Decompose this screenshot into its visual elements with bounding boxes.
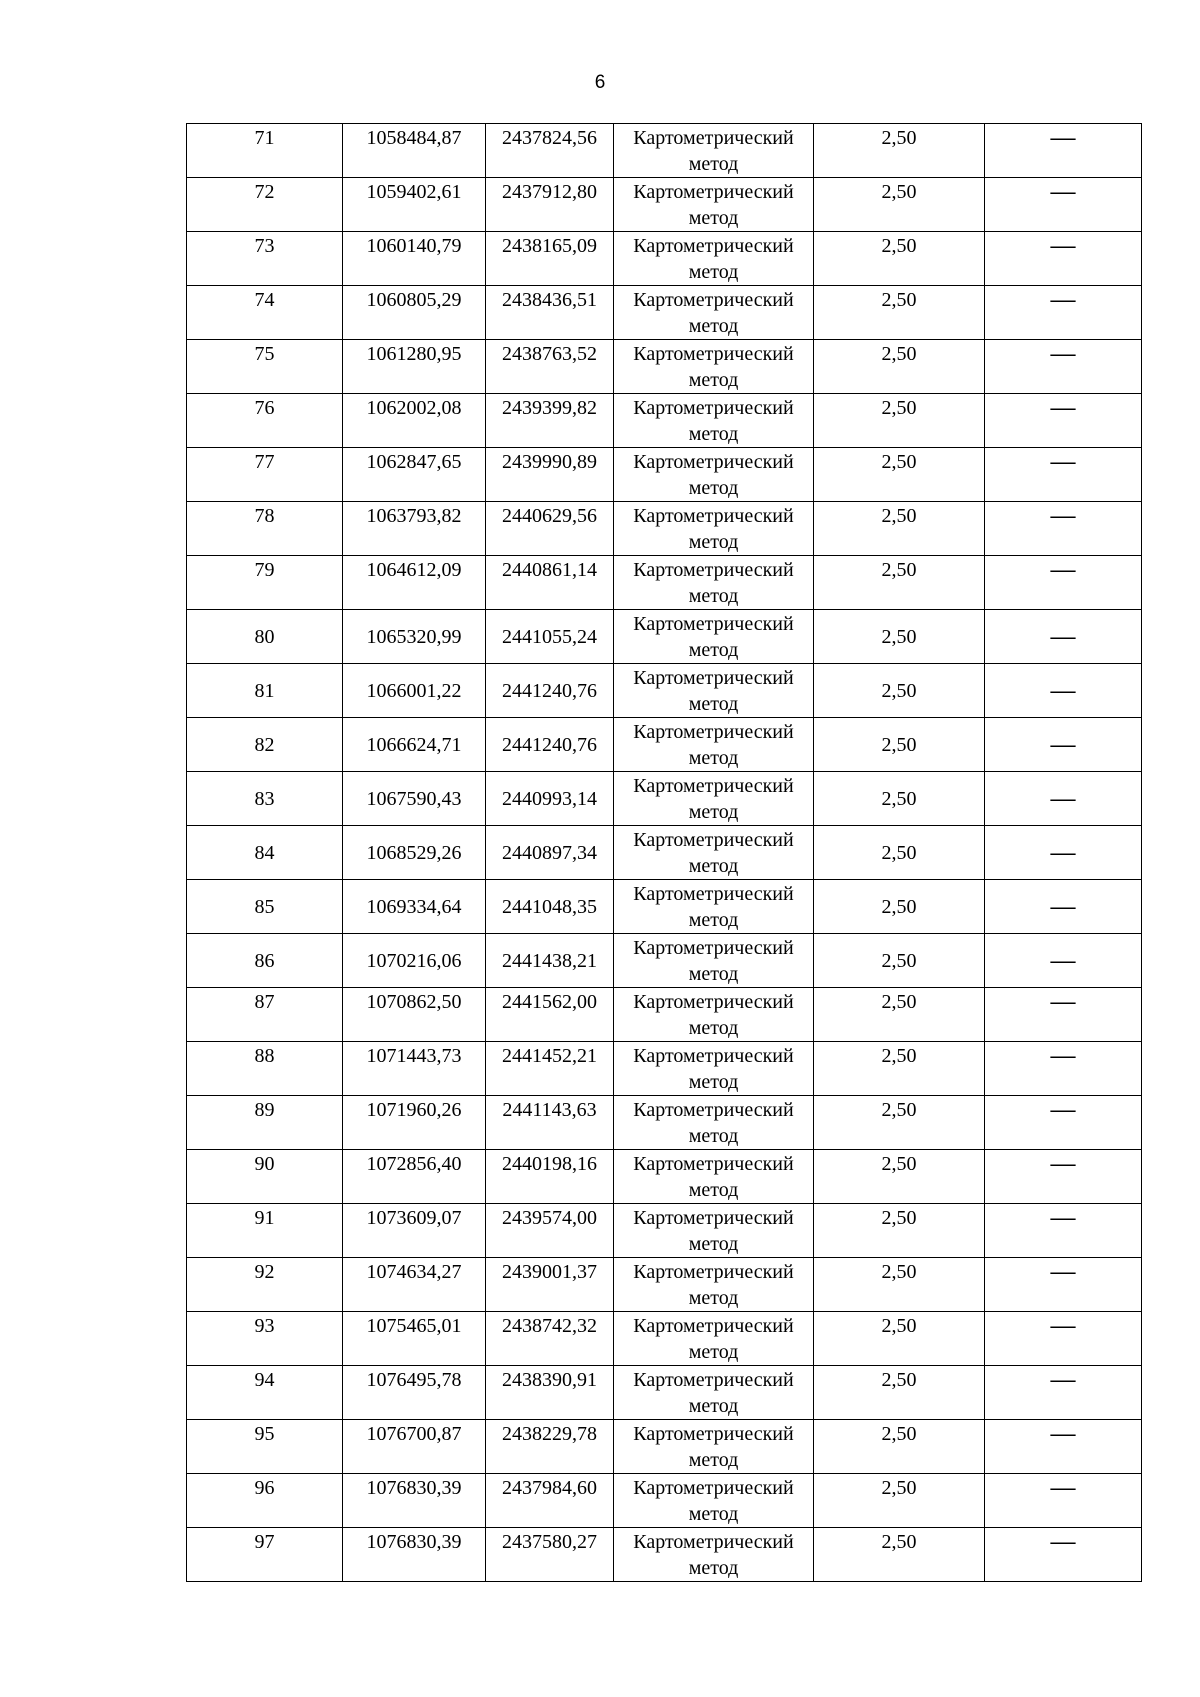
point-number-cell: 95 bbox=[187, 1420, 343, 1474]
method-cell: Картометрический метод bbox=[614, 718, 814, 772]
y-coordinate-cell: 2440198,16 bbox=[486, 1150, 614, 1204]
point-number-cell: 92 bbox=[187, 1258, 343, 1312]
point-number-cell: 83 bbox=[187, 772, 343, 826]
y-coordinate-cell: 2439399,82 bbox=[486, 394, 614, 448]
extra-cell bbox=[985, 1204, 1142, 1258]
accuracy-cell: 2,50 bbox=[814, 1096, 985, 1150]
point-number-cell: 91 bbox=[187, 1204, 343, 1258]
x-coordinate-cell: 1076495,78 bbox=[343, 1366, 486, 1420]
dash-mark: — bbox=[1049, 1044, 1077, 1068]
x-coordinate-cell: 1060140,79 bbox=[343, 232, 486, 286]
dash-mark: — bbox=[1049, 504, 1077, 528]
point-number-cell: 89 bbox=[187, 1096, 343, 1150]
point-number-cell: 90 bbox=[187, 1150, 343, 1204]
x-coordinate-cell: 1071960,26 bbox=[343, 1096, 486, 1150]
table-row bbox=[187, 1366, 1142, 1420]
dash-mark: — bbox=[1049, 948, 1077, 973]
accuracy-cell: 2,50 bbox=[814, 394, 985, 448]
table-row bbox=[187, 1528, 1142, 1582]
dash-mark: — bbox=[1049, 288, 1077, 312]
method-cell: Картометрический метод bbox=[614, 1204, 814, 1258]
x-coordinate-cell: 1073609,07 bbox=[343, 1204, 486, 1258]
point-number-cell: 81 bbox=[187, 664, 343, 718]
x-coordinate-cell: 1072856,40 bbox=[343, 1150, 486, 1204]
dash-mark: — bbox=[1049, 180, 1077, 204]
dash-mark: — bbox=[1049, 558, 1077, 582]
x-coordinate-cell: 1071443,73 bbox=[343, 1042, 486, 1096]
accuracy-cell: 2,50 bbox=[814, 718, 985, 772]
point-number-cell: 74 bbox=[187, 286, 343, 340]
dash-mark: — bbox=[1049, 1422, 1077, 1446]
extra-cell bbox=[985, 1474, 1142, 1528]
accuracy-cell: 2,50 bbox=[814, 988, 985, 1042]
point-number-cell: 76 bbox=[187, 394, 343, 448]
x-coordinate-cell: 1064612,09 bbox=[343, 556, 486, 610]
accuracy-cell: 2,50 bbox=[814, 232, 985, 286]
x-coordinate-cell: 1062002,08 bbox=[343, 394, 486, 448]
extra-cell bbox=[985, 772, 1142, 826]
accuracy-cell: 2,50 bbox=[814, 1312, 985, 1366]
table-row bbox=[187, 1420, 1142, 1474]
x-coordinate-cell: 1074634,27 bbox=[343, 1258, 486, 1312]
accuracy-cell: 2,50 bbox=[814, 934, 985, 988]
extra-cell bbox=[985, 232, 1142, 286]
y-coordinate-cell: 2438390,91 bbox=[486, 1366, 614, 1420]
x-coordinate-cell: 1066001,22 bbox=[343, 664, 486, 718]
table-row bbox=[187, 1096, 1142, 1150]
table-row bbox=[187, 232, 1142, 286]
x-coordinate-cell: 1059402,61 bbox=[343, 178, 486, 232]
table-row bbox=[187, 880, 1142, 934]
method-cell: Картометрический метод bbox=[614, 610, 814, 664]
extra-cell bbox=[985, 124, 1142, 178]
y-coordinate-cell: 2437580,27 bbox=[486, 1528, 614, 1582]
x-coordinate-cell: 1063793,82 bbox=[343, 502, 486, 556]
dash-mark: — bbox=[1049, 450, 1077, 474]
point-number-cell: 84 bbox=[187, 826, 343, 880]
accuracy-cell: 2,50 bbox=[814, 124, 985, 178]
method-cell: Картометрический метод bbox=[614, 1420, 814, 1474]
dash-mark: — bbox=[1049, 1152, 1077, 1176]
table-row bbox=[187, 394, 1142, 448]
method-cell: Картометрический метод bbox=[614, 1150, 814, 1204]
y-coordinate-cell: 2437824,56 bbox=[486, 124, 614, 178]
x-coordinate-cell: 1068529,26 bbox=[343, 826, 486, 880]
x-coordinate-cell: 1076830,39 bbox=[343, 1528, 486, 1582]
y-coordinate-cell: 2437912,80 bbox=[486, 178, 614, 232]
accuracy-cell: 2,50 bbox=[814, 610, 985, 664]
table-row bbox=[187, 1204, 1142, 1258]
method-cell: Картометрический метод bbox=[614, 1096, 814, 1150]
accuracy-cell: 2,50 bbox=[814, 772, 985, 826]
extra-cell bbox=[985, 880, 1142, 934]
dash-mark: — bbox=[1049, 678, 1077, 703]
x-coordinate-cell: 1075465,01 bbox=[343, 1312, 486, 1366]
dash-mark: — bbox=[1049, 990, 1077, 1014]
table-row bbox=[187, 1474, 1142, 1528]
table-row bbox=[187, 1150, 1142, 1204]
extra-cell bbox=[985, 448, 1142, 502]
method-cell: Картометрический метод bbox=[614, 772, 814, 826]
method-cell: Картометрический метод bbox=[614, 124, 814, 178]
table-row bbox=[187, 1258, 1142, 1312]
method-cell: Картометрический метод bbox=[614, 394, 814, 448]
extra-cell bbox=[985, 1096, 1142, 1150]
accuracy-cell: 2,50 bbox=[814, 1258, 985, 1312]
accuracy-cell: 2,50 bbox=[814, 1204, 985, 1258]
y-coordinate-cell: 2438165,09 bbox=[486, 232, 614, 286]
x-coordinate-cell: 1061280,95 bbox=[343, 340, 486, 394]
accuracy-cell: 2,50 bbox=[814, 340, 985, 394]
x-coordinate-cell: 1058484,87 bbox=[343, 124, 486, 178]
accuracy-cell: 2,50 bbox=[814, 880, 985, 934]
dash-mark: — bbox=[1049, 1206, 1077, 1230]
y-coordinate-cell: 2441562,00 bbox=[486, 988, 614, 1042]
method-cell: Картометрический метод bbox=[614, 286, 814, 340]
method-cell: Картометрический метод bbox=[614, 556, 814, 610]
dash-mark: — bbox=[1049, 126, 1077, 150]
method-cell: Картометрический метод bbox=[614, 664, 814, 718]
table-row bbox=[187, 718, 1142, 772]
accuracy-cell: 2,50 bbox=[814, 178, 985, 232]
accuracy-cell: 2,50 bbox=[814, 826, 985, 880]
accuracy-cell: 2,50 bbox=[814, 1366, 985, 1420]
dash-mark: — bbox=[1049, 1476, 1077, 1500]
dash-mark: — bbox=[1049, 342, 1077, 366]
table-row bbox=[187, 610, 1142, 664]
point-number-cell: 78 bbox=[187, 502, 343, 556]
y-coordinate-cell: 2441143,63 bbox=[486, 1096, 614, 1150]
point-number-cell: 93 bbox=[187, 1312, 343, 1366]
method-cell: Картометрический метод bbox=[614, 232, 814, 286]
point-number-cell: 86 bbox=[187, 934, 343, 988]
y-coordinate-cell: 2441240,76 bbox=[486, 718, 614, 772]
y-coordinate-cell: 2441240,76 bbox=[486, 664, 614, 718]
extra-cell bbox=[985, 1312, 1142, 1366]
method-cell: Картометрический метод bbox=[614, 502, 814, 556]
accuracy-cell: 2,50 bbox=[814, 286, 985, 340]
point-number-cell: 75 bbox=[187, 340, 343, 394]
y-coordinate-cell: 2441055,24 bbox=[486, 610, 614, 664]
method-cell: Картометрический метод bbox=[614, 988, 814, 1042]
extra-cell bbox=[985, 178, 1142, 232]
dash-mark: — bbox=[1049, 624, 1077, 649]
x-coordinate-cell: 1076830,39 bbox=[343, 1474, 486, 1528]
x-coordinate-cell: 1076700,87 bbox=[343, 1420, 486, 1474]
y-coordinate-cell: 2438742,32 bbox=[486, 1312, 614, 1366]
y-coordinate-cell: 2438436,51 bbox=[486, 286, 614, 340]
accuracy-cell: 2,50 bbox=[814, 664, 985, 718]
point-number-cell: 97 bbox=[187, 1528, 343, 1582]
method-cell: Картометрический метод bbox=[614, 1042, 814, 1096]
x-coordinate-cell: 1067590,43 bbox=[343, 772, 486, 826]
coordinates-table bbox=[186, 123, 1142, 1582]
point-number-cell: 88 bbox=[187, 1042, 343, 1096]
extra-cell bbox=[985, 826, 1142, 880]
method-cell: Картометрический метод bbox=[614, 1474, 814, 1528]
extra-cell bbox=[985, 556, 1142, 610]
dash-mark: — bbox=[1049, 1314, 1077, 1338]
method-cell: Картометрический метод bbox=[614, 1366, 814, 1420]
method-cell: Картометрический метод bbox=[614, 1312, 814, 1366]
dash-mark: — bbox=[1049, 1260, 1077, 1284]
table-row bbox=[187, 340, 1142, 394]
table-row bbox=[187, 826, 1142, 880]
extra-cell bbox=[985, 394, 1142, 448]
extra-cell bbox=[985, 1420, 1142, 1474]
y-coordinate-cell: 2440897,34 bbox=[486, 826, 614, 880]
x-coordinate-cell: 1069334,64 bbox=[343, 880, 486, 934]
point-number-cell: 79 bbox=[187, 556, 343, 610]
dash-mark: — bbox=[1049, 1530, 1077, 1554]
table-body bbox=[187, 124, 1142, 1582]
x-coordinate-cell: 1065320,99 bbox=[343, 610, 486, 664]
y-coordinate-cell: 2439990,89 bbox=[486, 448, 614, 502]
table-row bbox=[187, 1042, 1142, 1096]
point-number-cell: 72 bbox=[187, 178, 343, 232]
table-row bbox=[187, 502, 1142, 556]
y-coordinate-cell: 2441452,21 bbox=[486, 1042, 614, 1096]
extra-cell bbox=[985, 610, 1142, 664]
method-cell: Картометрический метод bbox=[614, 448, 814, 502]
dash-mark: — bbox=[1049, 1368, 1077, 1392]
y-coordinate-cell: 2441048,35 bbox=[486, 880, 614, 934]
point-number-cell: 71 bbox=[187, 124, 343, 178]
table-row bbox=[187, 664, 1142, 718]
method-cell: Картометрический метод bbox=[614, 340, 814, 394]
extra-cell bbox=[985, 1150, 1142, 1204]
table-row bbox=[187, 1312, 1142, 1366]
extra-cell bbox=[985, 1528, 1142, 1582]
point-number-cell: 87 bbox=[187, 988, 343, 1042]
accuracy-cell: 2,50 bbox=[814, 556, 985, 610]
method-cell: Картометрический метод bbox=[614, 826, 814, 880]
accuracy-cell: 2,50 bbox=[814, 1150, 985, 1204]
point-number-cell: 77 bbox=[187, 448, 343, 502]
table-row bbox=[187, 772, 1142, 826]
x-coordinate-cell: 1070862,50 bbox=[343, 988, 486, 1042]
table-row bbox=[187, 448, 1142, 502]
accuracy-cell: 2,50 bbox=[814, 1042, 985, 1096]
dash-mark: — bbox=[1049, 840, 1077, 865]
method-cell: Картометрический метод bbox=[614, 178, 814, 232]
y-coordinate-cell: 2441438,21 bbox=[486, 934, 614, 988]
dash-mark: — bbox=[1049, 732, 1077, 757]
table-row bbox=[187, 286, 1142, 340]
extra-cell bbox=[985, 664, 1142, 718]
y-coordinate-cell: 2440629,56 bbox=[486, 502, 614, 556]
y-coordinate-cell: 2440861,14 bbox=[486, 556, 614, 610]
table-row bbox=[187, 988, 1142, 1042]
accuracy-cell: 2,50 bbox=[814, 1474, 985, 1528]
accuracy-cell: 2,50 bbox=[814, 448, 985, 502]
y-coordinate-cell: 2438229,78 bbox=[486, 1420, 614, 1474]
extra-cell bbox=[985, 718, 1142, 772]
extra-cell bbox=[985, 1366, 1142, 1420]
table-row bbox=[187, 178, 1142, 232]
point-number-cell: 94 bbox=[187, 1366, 343, 1420]
point-number-cell: 82 bbox=[187, 718, 343, 772]
dash-mark: — bbox=[1049, 396, 1077, 420]
extra-cell bbox=[985, 502, 1142, 556]
page-number: 6 bbox=[594, 72, 606, 93]
x-coordinate-cell: 1062847,65 bbox=[343, 448, 486, 502]
dash-mark: — bbox=[1049, 234, 1077, 258]
x-coordinate-cell: 1060805,29 bbox=[343, 286, 486, 340]
y-coordinate-cell: 2437984,60 bbox=[486, 1474, 614, 1528]
extra-cell bbox=[985, 934, 1142, 988]
dash-mark: — bbox=[1049, 1098, 1077, 1122]
method-cell: Картометрический метод bbox=[614, 1528, 814, 1582]
method-cell: Картометрический метод bbox=[614, 934, 814, 988]
extra-cell bbox=[985, 1258, 1142, 1312]
y-coordinate-cell: 2438763,52 bbox=[486, 340, 614, 394]
point-number-cell: 80 bbox=[187, 610, 343, 664]
accuracy-cell: 2,50 bbox=[814, 1420, 985, 1474]
extra-cell bbox=[985, 340, 1142, 394]
method-cell: Картометрический метод bbox=[614, 880, 814, 934]
accuracy-cell: 2,50 bbox=[814, 502, 985, 556]
dash-mark: — bbox=[1049, 786, 1077, 811]
point-number-cell: 73 bbox=[187, 232, 343, 286]
y-coordinate-cell: 2439001,37 bbox=[486, 1258, 614, 1312]
y-coordinate-cell: 2440993,14 bbox=[486, 772, 614, 826]
point-number-cell: 96 bbox=[187, 1474, 343, 1528]
x-coordinate-cell: 1070216,06 bbox=[343, 934, 486, 988]
dash-mark: — bbox=[1049, 894, 1077, 919]
extra-cell bbox=[985, 286, 1142, 340]
table-row bbox=[187, 556, 1142, 610]
method-cell: Картометрический метод bbox=[614, 1258, 814, 1312]
extra-cell bbox=[985, 1042, 1142, 1096]
x-coordinate-cell: 1066624,71 bbox=[343, 718, 486, 772]
table-row bbox=[187, 934, 1142, 988]
table-row bbox=[187, 124, 1142, 178]
point-number-cell: 85 bbox=[187, 880, 343, 934]
accuracy-cell: 2,50 bbox=[814, 1528, 985, 1582]
extra-cell bbox=[985, 988, 1142, 1042]
y-coordinate-cell: 2439574,00 bbox=[486, 1204, 614, 1258]
